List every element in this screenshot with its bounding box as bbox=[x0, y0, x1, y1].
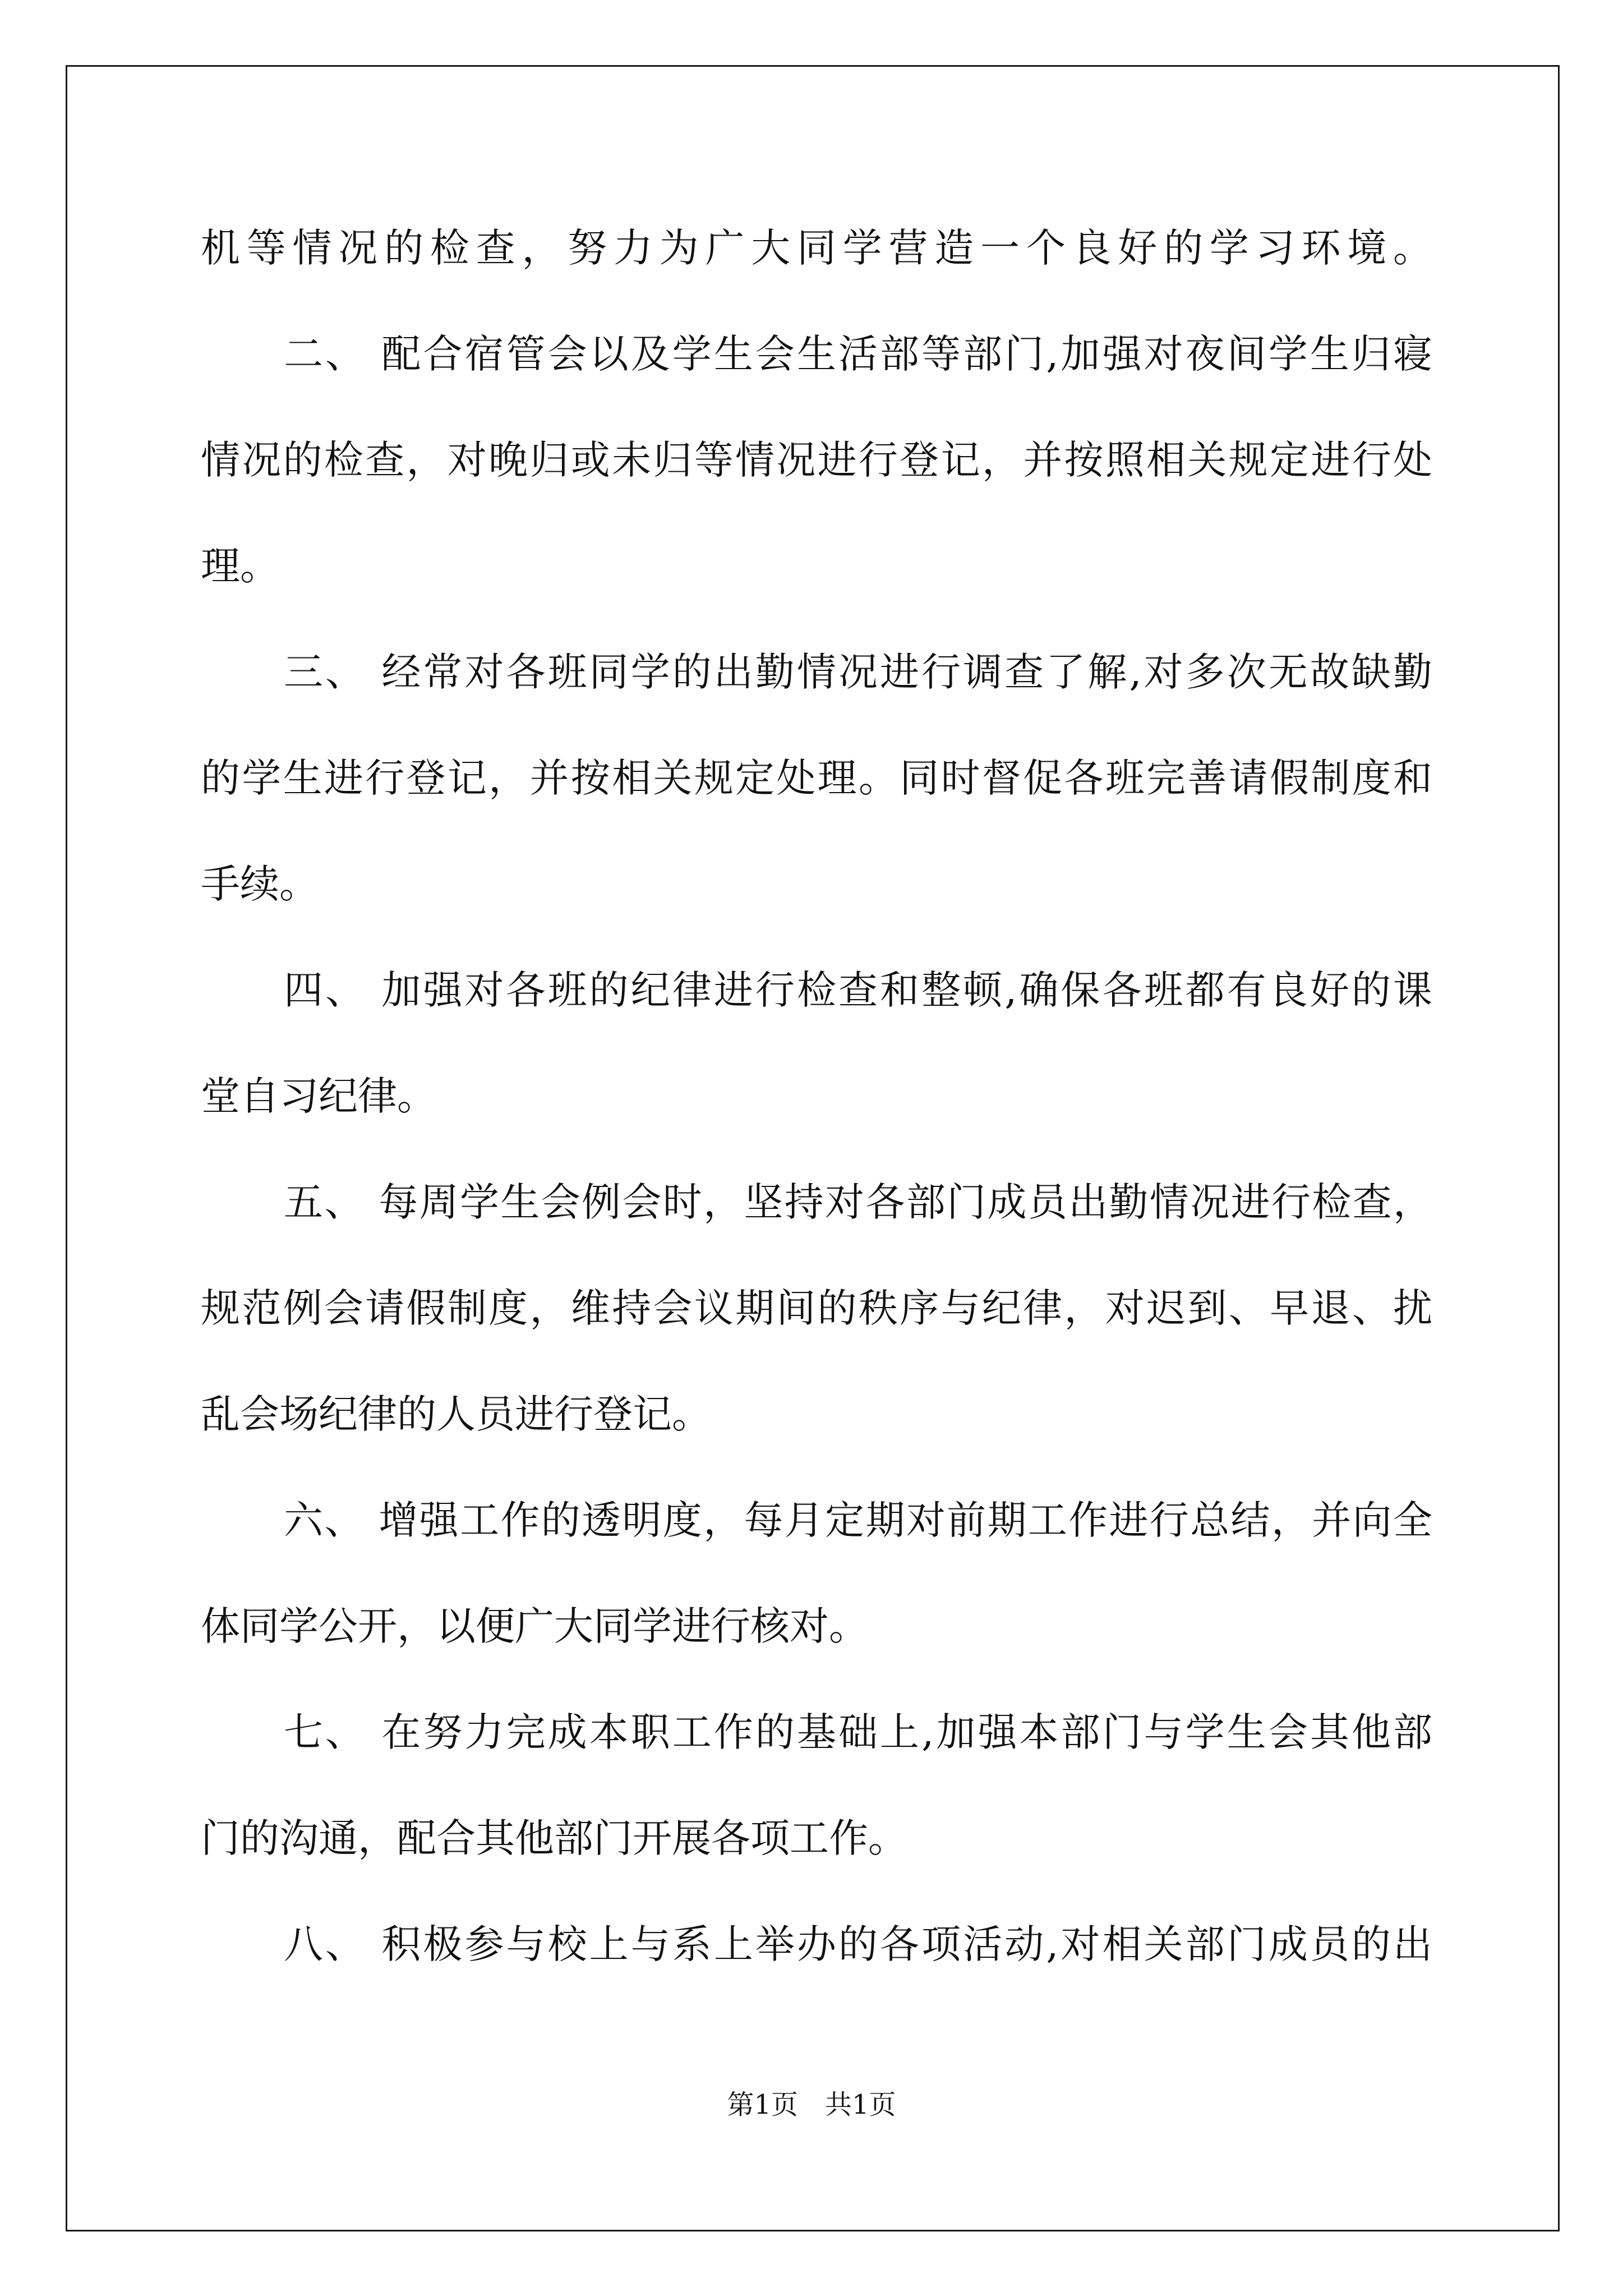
text-line: 门的沟通，配合其他部门开展各项工作。 bbox=[201, 1815, 907, 1861]
text-line: 体同学公开，以便广大同学进行核对。 bbox=[201, 1603, 868, 1649]
page-footer: 第1页 共1页 bbox=[727, 2089, 896, 2120]
text-line: 情况的检查，对晚归或未归等情况进行登记，并按照相关规定进行处 bbox=[201, 437, 1432, 483]
text-line: 手续。 bbox=[201, 861, 319, 907]
text-line: 理。 bbox=[201, 543, 279, 589]
text-line: 规范例会请假制度，维持会议期间的秩序与纪律，对迟到、早退、扰 bbox=[201, 1285, 1432, 1331]
text-line: 堂自习纪律。 bbox=[201, 1073, 436, 1119]
text-line: 八、 积极参与校上与系上举办的各项活动,对相关部门成员的出 bbox=[284, 1921, 1432, 1967]
text-line: 六、 增强工作的透明度，每月定期对前期工作进行总结，并向全 bbox=[284, 1497, 1432, 1543]
text-line: 的学生进行登记，并按相关规定处理。同时督促各班完善请假制度和 bbox=[201, 755, 1432, 801]
text-line: 三、 经常对各班同学的出勤情况进行调查了解,对多次无故缺勤 bbox=[284, 649, 1432, 695]
text-line: 机等情况的检查，努力为广大同学营造一个良好的学习环境。 bbox=[201, 225, 1432, 271]
text-line: 五、 每周学生会例会时，坚持对各部门成员出勤情况进行检查， bbox=[284, 1179, 1432, 1225]
document-body bbox=[201, 195, 1432, 1998]
text-line: 乱会场纪律的人员进行登记。 bbox=[201, 1391, 711, 1437]
text-line: 七、 在努力完成本职工作的基础上,加强本部门与学生会其他部 bbox=[284, 1709, 1432, 1755]
text-line: 二、 配合宿管会以及学生会生活部等部门,加强对夜间学生归寝 bbox=[284, 331, 1432, 377]
text-line: 四、 加强对各班的纪律进行检查和整顿,确保各班都有良好的课 bbox=[284, 967, 1432, 1013]
